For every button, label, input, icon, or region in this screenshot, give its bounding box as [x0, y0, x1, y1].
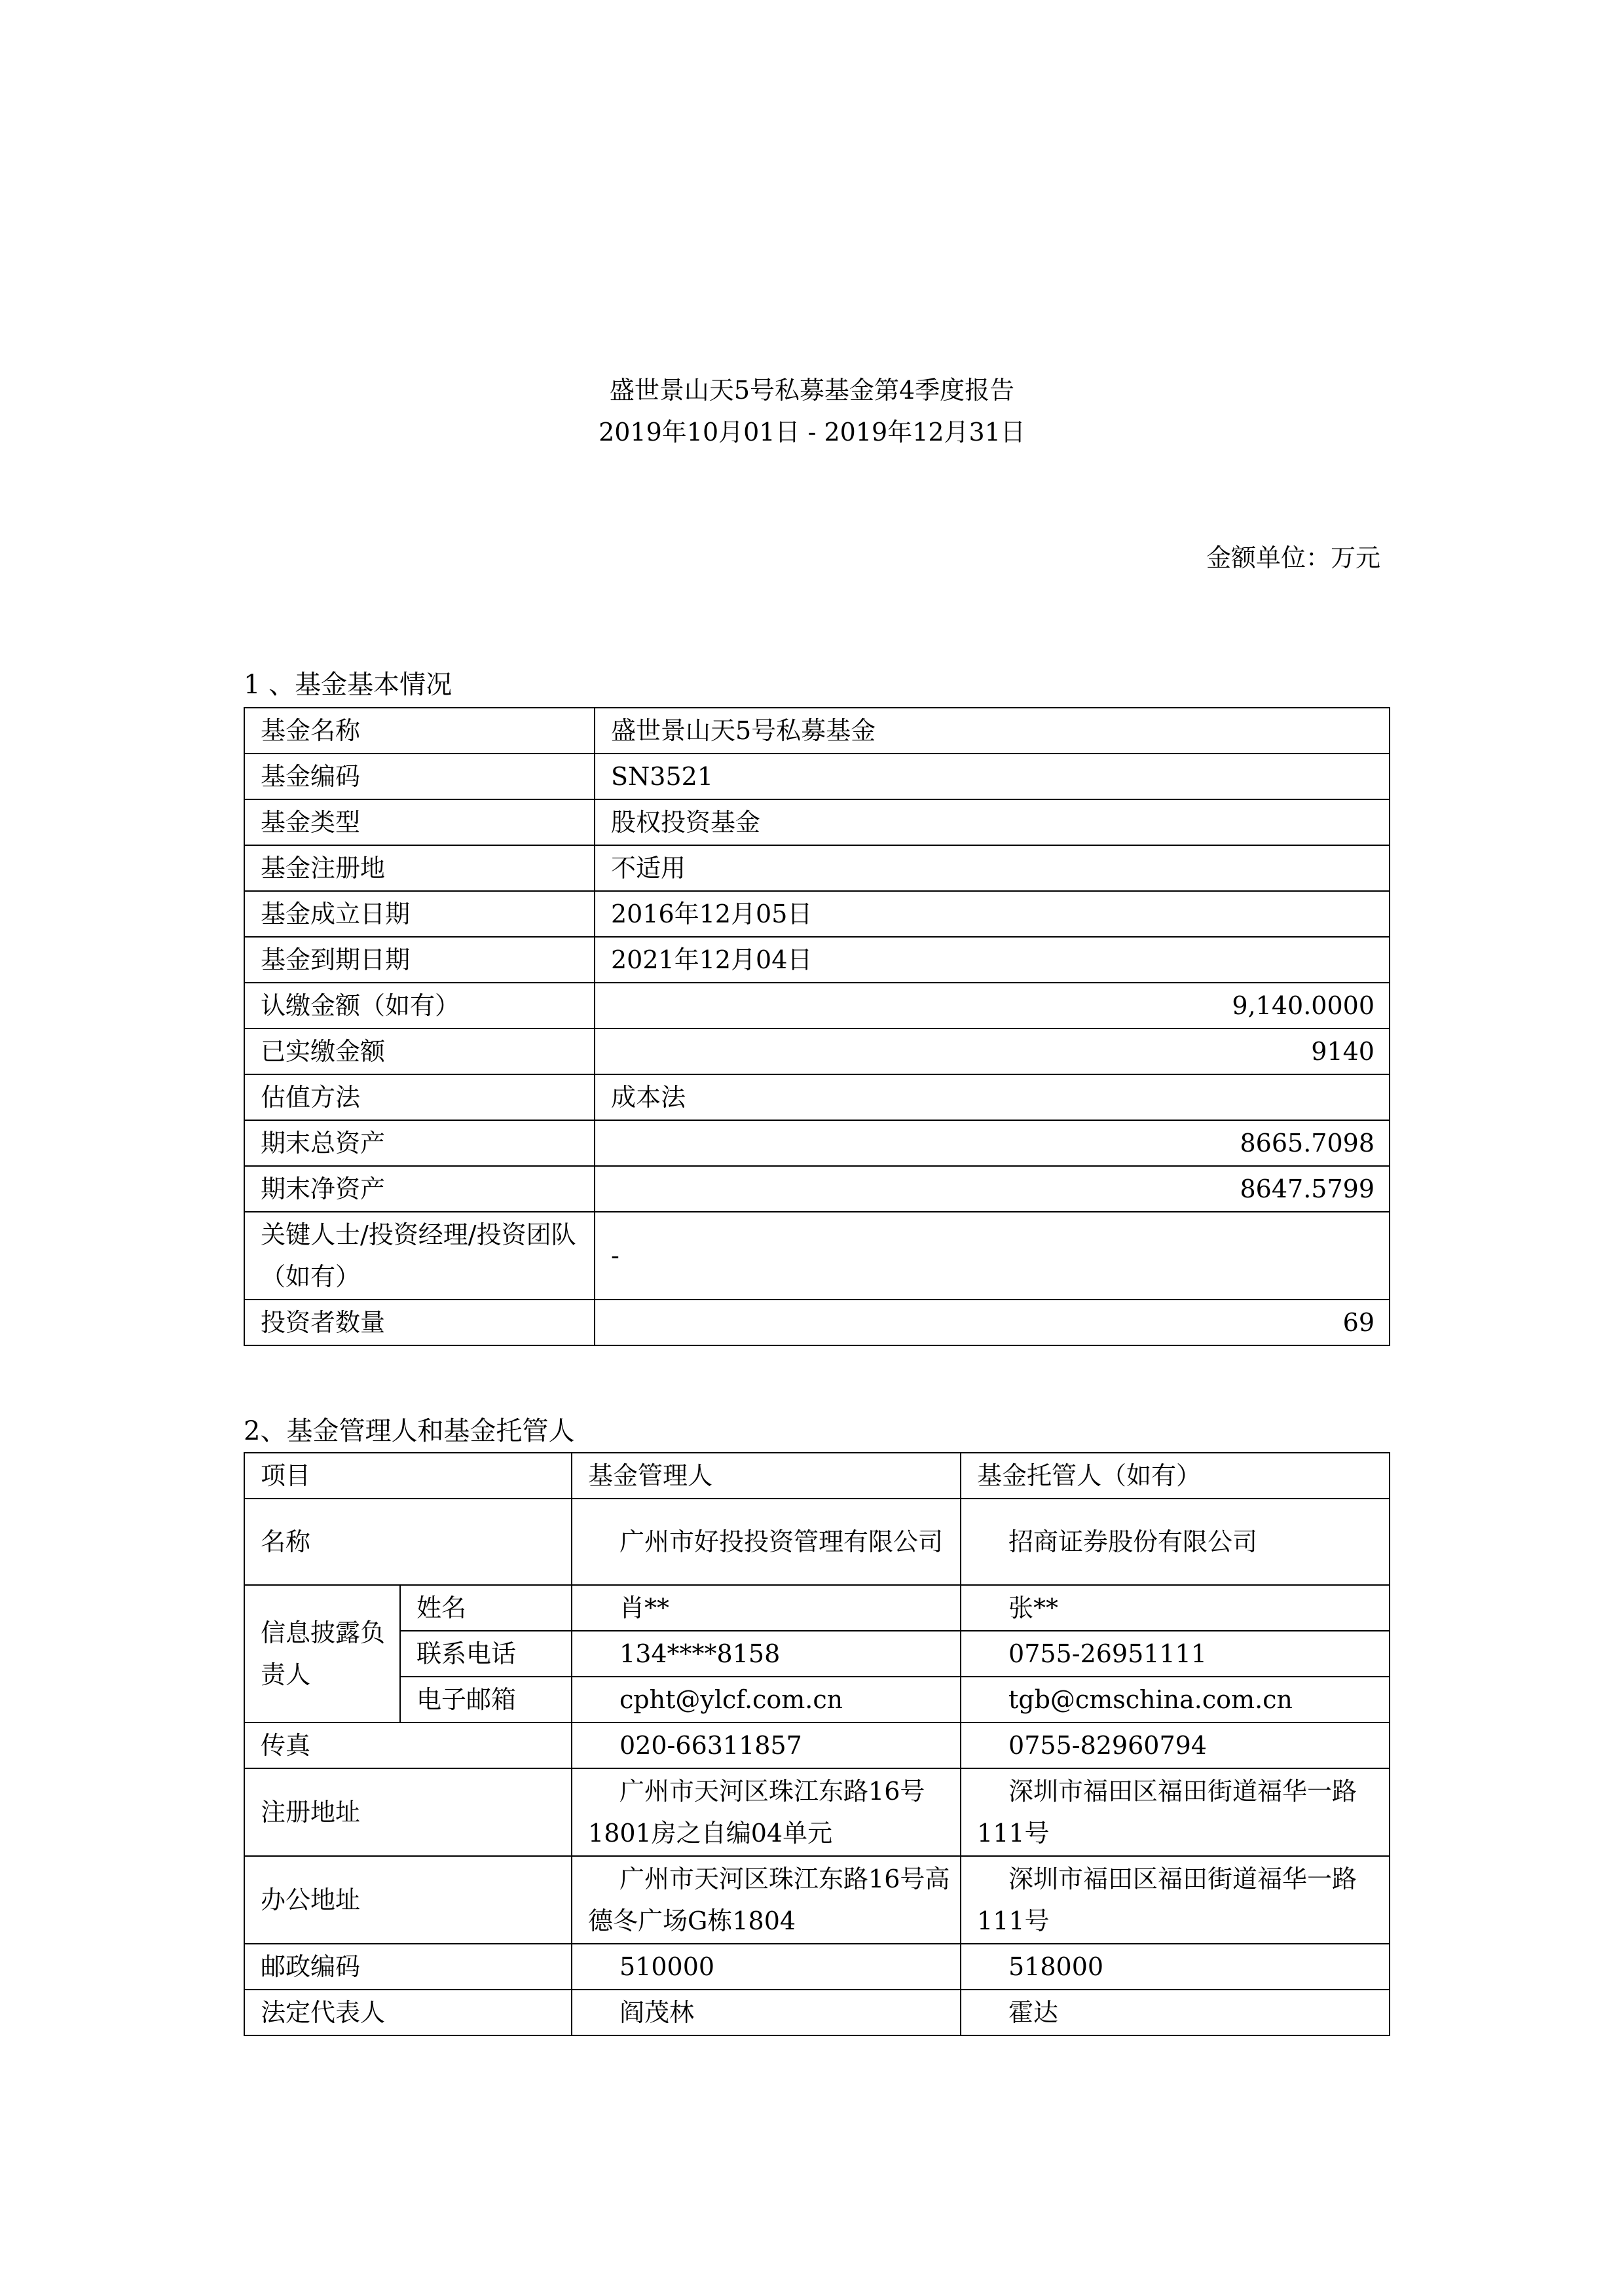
row-value: 2021年12月04日 [595, 937, 1390, 983]
section1-heading: 1 、基金基本情况 [244, 670, 452, 700]
table-row [244, 1074, 1390, 1120]
table-row-legal-rep [244, 1990, 1390, 2035]
row-label: 基金到期日期 [244, 937, 595, 983]
table-row [244, 1166, 1390, 1212]
phone-label: 联系电话 [400, 1631, 572, 1677]
row-value: 2016年12月05日 [595, 891, 1390, 937]
fax-label: 传真 [244, 1722, 572, 1768]
row-value: SN3521 [595, 754, 1390, 799]
row-label: 估值方法 [244, 1074, 595, 1120]
row-label: 投资者数量 [244, 1300, 595, 1345]
report-title: 盛世景山天5号私募基金第4季度报告 [609, 376, 1015, 405]
section2-heading: 2、基金管理人和基金托管人 [244, 1416, 575, 1446]
table-row [244, 937, 1390, 983]
row-label: 基金类型 [244, 799, 595, 845]
row-value: 盛世景山天5号私募基金 [595, 708, 1390, 754]
custodian-reg-address: 深圳市福田区福田街道福华一路111号 [961, 1768, 1390, 1856]
custodian-office-address: 深圳市福田区福田街道福华一路111号 [961, 1856, 1390, 1944]
manager-custodian-table [244, 1452, 1390, 2036]
table-row [244, 983, 1390, 1029]
table-row-name [244, 1499, 1390, 1585]
table-row-reg-address [244, 1768, 1390, 1856]
disclosure-label: 信息披露负责人 [244, 1585, 400, 1722]
fund-basic-info-table [244, 707, 1390, 1346]
manager-person: 肖** [572, 1585, 961, 1631]
postcode-label: 邮政编码 [244, 1944, 572, 1990]
row-label: 已实缴金额 [244, 1029, 595, 1074]
table-row [244, 1212, 1390, 1300]
row-label: 认缴金额（如有） [244, 983, 595, 1029]
custodian-fax: 0755-82960794 [961, 1722, 1390, 1768]
row-label: 基金成立日期 [244, 891, 595, 937]
custodian-name: 招商证券股份有限公司 [961, 1499, 1390, 1585]
manager-postcode: 510000 [572, 1944, 961, 1990]
row-label: 关键人士/投资经理/投资团队（如有） [244, 1212, 595, 1300]
row-value: 9140 [595, 1029, 1390, 1074]
table-row-office-address [244, 1856, 1390, 1944]
email-label: 电子邮箱 [400, 1677, 572, 1722]
manager-fax: 020-66311857 [572, 1722, 961, 1768]
row-value: 成本法 [595, 1074, 1390, 1120]
table-row [244, 799, 1390, 845]
table-row-postcode [244, 1944, 1390, 1990]
table-row-email [244, 1677, 1390, 1722]
manager-office-address: 广州市天河区珠江东路16号高德冬广场G栋1804 [572, 1856, 961, 1944]
table-row [244, 1120, 1390, 1166]
table-row [244, 708, 1390, 754]
table-row [244, 1029, 1390, 1074]
manager-reg-address: 广州市天河区珠江东路16号1801房之自编04单元 [572, 1768, 961, 1856]
manager-legal-rep: 阎茂林 [572, 1990, 961, 2035]
row-value: 9,140.0000 [595, 983, 1390, 1029]
office-address-label: 办公地址 [244, 1856, 572, 1944]
custodian-postcode: 518000 [961, 1944, 1390, 1990]
custodian-phone: 0755-26951111 [961, 1631, 1390, 1677]
table-row [244, 891, 1390, 937]
custodian-email: tgb@cmschina.com.cn [961, 1677, 1390, 1722]
header-custodian: 基金托管人（如有） [961, 1453, 1390, 1499]
header-item: 项目 [244, 1453, 572, 1499]
table-row-fax [244, 1722, 1390, 1768]
table-row [244, 845, 1390, 891]
custodian-legal-rep: 霍达 [961, 1990, 1390, 2035]
manager-email: cpht@ylcf.com.cn [572, 1677, 961, 1722]
row-value: 69 [595, 1300, 1390, 1345]
row-value: 8665.7098 [595, 1120, 1390, 1166]
row-value: 股权投资基金 [595, 799, 1390, 845]
person-label: 姓名 [400, 1585, 572, 1631]
amount-unit: 金额单位：万元 [1206, 543, 1380, 572]
row-value: 8647.5799 [595, 1166, 1390, 1212]
row-label: 期末净资产 [244, 1166, 595, 1212]
row-value: 不适用 [595, 845, 1390, 891]
manager-phone: 134****8158 [572, 1631, 961, 1677]
row-label: 基金编码 [244, 754, 595, 799]
custodian-person: 张** [961, 1585, 1390, 1631]
manager-name: 广州市好投投资管理有限公司 [572, 1499, 961, 1585]
table-row-phone [244, 1631, 1390, 1677]
legal-rep-label: 法定代表人 [244, 1990, 572, 2035]
row-label: 基金名称 [244, 708, 595, 754]
table-row-header [244, 1453, 1390, 1499]
reg-address-label: 注册地址 [244, 1768, 572, 1856]
row-label: 期末总资产 [244, 1120, 595, 1166]
row-value: - [595, 1212, 1390, 1300]
report-period: 2019年10月01日 - 2019年12月31日 [599, 418, 1025, 446]
header-manager: 基金管理人 [572, 1453, 961, 1499]
table-row-person [244, 1585, 1390, 1631]
table-row [244, 754, 1390, 799]
row-label: 基金注册地 [244, 845, 595, 891]
table-row [244, 1300, 1390, 1345]
name-label: 名称 [244, 1499, 572, 1585]
